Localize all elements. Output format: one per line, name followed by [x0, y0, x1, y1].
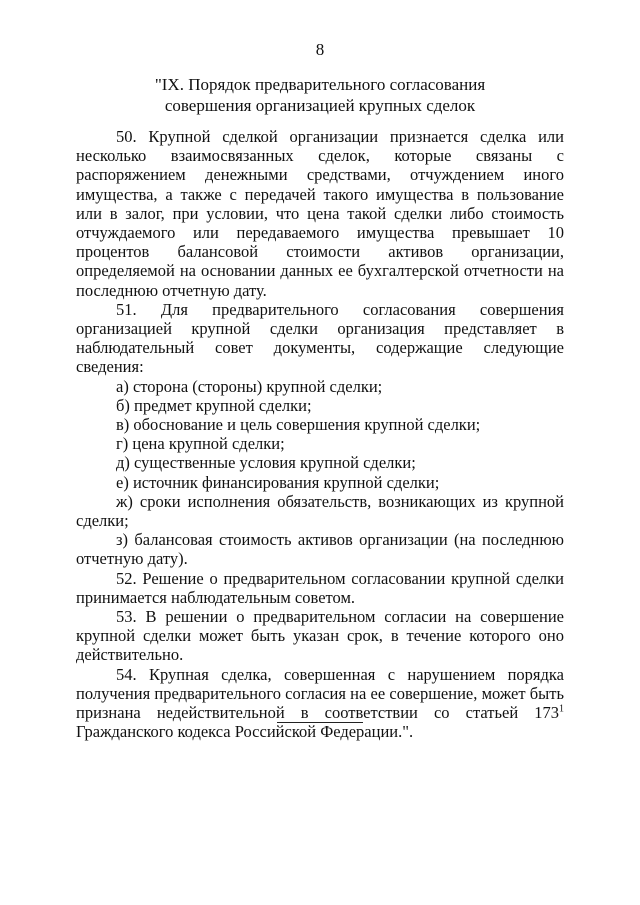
list-item: б) предмет крупной сделки; — [116, 395, 312, 415]
paragraph-54-text-end: Гражданского кодекса Российской Федерации.". — [76, 722, 414, 742]
list-item: д) существенные условия крупной сделки; — [116, 453, 416, 473]
section-heading-line-1: "IX. Порядок предварительного согласования — [154, 75, 486, 94]
list-item: ж) сроки исполнения обязательств, возникающих из крупной сделки; — [76, 491, 564, 531]
document-body — [76, 127, 564, 742]
end-of-text-divider — [277, 722, 363, 723]
list-item: в) обоснование и цель совершения крупной сделки; — [116, 415, 481, 435]
paragraph-53: 53. В решении о предварительном согласии на совершение крупной сделки может быть указан срок, в течение которого оно действительно. — [76, 607, 564, 665]
section-heading — [60, 74, 580, 116]
page-number: 8 — [315, 40, 325, 59]
list-item: а) сторона (стороны) крупной сделки; — [116, 376, 383, 396]
list-item: е) источник финансирования крупной сделки; — [116, 472, 440, 492]
list-item: г) цена крупной сделки; — [116, 434, 285, 454]
list-item: з) балансовая стоимость активов организации (на последнюю отчетную дату). — [76, 530, 564, 569]
section-heading-line-2: совершения организацией крупных сделок — [164, 96, 476, 115]
paragraph-54-text: 54. Крупная сделка, совершенная с нарушением порядка получения предварительного согласия на ее совершение, может быть признана недействительной в соответствии со статьей 173 — [76, 664, 564, 723]
paragraph-50: 50. Крупной сделкой организации признается сделка или несколько взаимосвязанных сделок, которые связаны с распоряжением денежными средствами, отчуждением иного имущества, а также с передачей такого имущества в пользование или в залог, при условии, что цена такой сделки либо стоимость отчуждаемого или передаваемого имущества превышает 10 процентов балансовой стоимости активов организации, определяемой на основании данных ее бухгалтерской отчетности на последнюю отчетную дату. — [76, 127, 564, 300]
paragraph-51: 51. Для предварительного согласования совершения организацией крупной сделки организация представляет в наблюдательный совет документы, содержащие следующие сведения: — [76, 299, 564, 377]
paragraph-52: 52. Решение о предварительном согласовании крупной сделки принимается наблюдательным советом. — [76, 568, 564, 607]
paragraph-54 — [76, 665, 564, 742]
footnote-superscript: 1 — [559, 703, 564, 715]
